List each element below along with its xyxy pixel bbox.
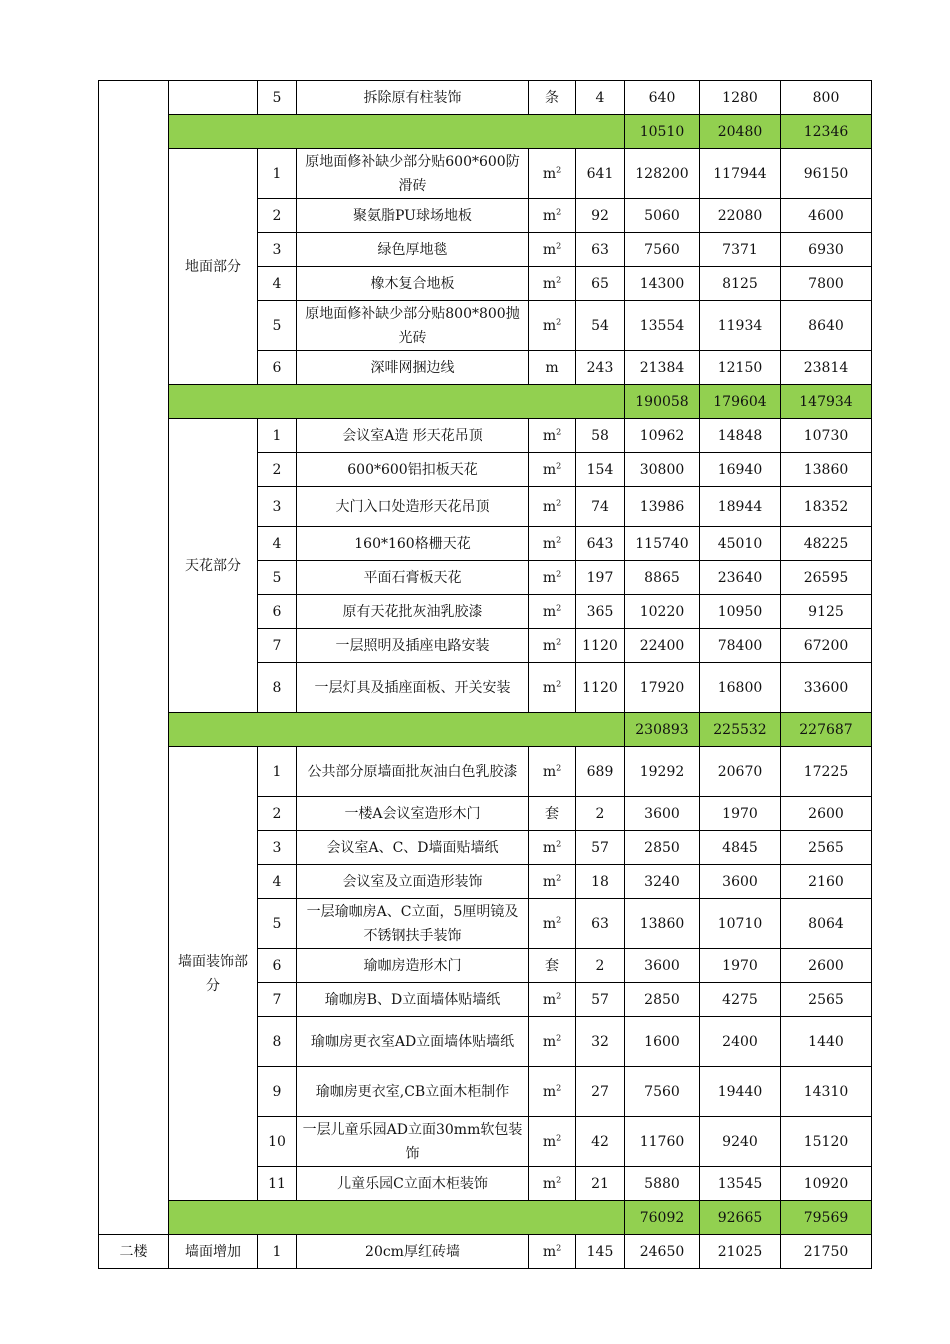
- item-number: 2: [258, 199, 297, 233]
- subtotal-row: [99, 115, 872, 149]
- item-price-1: 7560: [625, 233, 700, 267]
- section-cell: 墙面装饰部分: [169, 747, 258, 1201]
- floor-cell: [99, 81, 169, 1235]
- item-number: 5: [258, 899, 297, 949]
- item-price-2: 10710: [700, 899, 781, 949]
- subtotal-price-3: 227687: [781, 713, 872, 747]
- item-number: 6: [258, 351, 297, 385]
- item-quantity: 145: [576, 1235, 625, 1269]
- item-price-2: 20670: [700, 747, 781, 797]
- item-price-2: 4845: [700, 831, 781, 865]
- item-unit: $m^2$: [529, 899, 576, 949]
- item-number: 7: [258, 983, 297, 1017]
- item-price-3: 48225: [781, 527, 872, 561]
- item-quantity: 689: [576, 747, 625, 797]
- item-price-3: 8640: [781, 301, 872, 351]
- item-quantity: 365: [576, 595, 625, 629]
- item-number: 1: [258, 1235, 297, 1269]
- subtotal-price-2: 92665: [700, 1201, 781, 1235]
- item-unit: $m^2$: [529, 1117, 576, 1167]
- item-unit: $m^2$: [529, 527, 576, 561]
- item-name: 一层瑜咖房A、C立面，5厘明镜及不锈钢扶手装饰: [297, 899, 529, 949]
- item-number: 5: [258, 301, 297, 351]
- item-quantity: 21: [576, 1167, 625, 1201]
- item-name: 橡木复合地板: [297, 267, 529, 301]
- item-price-1: 7560: [625, 1067, 700, 1117]
- item-price-3: 21750: [781, 1235, 872, 1269]
- item-unit: $m^2$: [529, 453, 576, 487]
- subtotal-price-2: 20480: [700, 115, 781, 149]
- item-price-3: 96150: [781, 149, 872, 199]
- item-price-2: 78400: [700, 629, 781, 663]
- item-quantity: 154: [576, 453, 625, 487]
- item-price-2: 2400: [700, 1017, 781, 1067]
- item-price-3: 33600: [781, 663, 872, 713]
- item-price-3: 17225: [781, 747, 872, 797]
- item-price-1: 13860: [625, 899, 700, 949]
- item-price-1: 21384: [625, 351, 700, 385]
- item-number: 1: [258, 149, 297, 199]
- item-unit: $m^2$: [529, 747, 576, 797]
- item-name: 大门入口处造形天花吊顶: [297, 487, 529, 527]
- item-name: 原有天花批灰油乳胶漆: [297, 595, 529, 629]
- table-row: [99, 747, 872, 797]
- item-price-3: 1440: [781, 1017, 872, 1067]
- item-quantity: 65: [576, 267, 625, 301]
- subtotal-price-3: 79569: [781, 1201, 872, 1235]
- item-price-2: 8125: [700, 267, 781, 301]
- section-cell: 地面部分: [169, 149, 258, 385]
- item-price-3: 13860: [781, 453, 872, 487]
- item-price-2: 3600: [700, 865, 781, 899]
- item-price-1: 5880: [625, 1167, 700, 1201]
- item-number: 7: [258, 629, 297, 663]
- item-unit: $m^2$: [529, 1017, 576, 1067]
- item-name: 瑜咖房更衣室AD立面墙体贴墙纸: [297, 1017, 529, 1067]
- item-quantity: 63: [576, 899, 625, 949]
- subtotal-price-2: 225532: [700, 713, 781, 747]
- item-unit: $m^2$: [529, 301, 576, 351]
- item-name: 一层照明及插座电路安装: [297, 629, 529, 663]
- item-number: 4: [258, 527, 297, 561]
- item-name: 瑜咖房造形木门: [297, 949, 529, 983]
- item-number: 4: [258, 865, 297, 899]
- item-price-1: 8865: [625, 561, 700, 595]
- item-price-3: 10920: [781, 1167, 872, 1201]
- item-unit: $m^2$: [529, 831, 576, 865]
- item-name: 公共部分原墙面批灰油白色乳胶漆: [297, 747, 529, 797]
- item-unit: $m^2$: [529, 629, 576, 663]
- item-price-3: 2160: [781, 865, 872, 899]
- item-unit: $m^2$: [529, 487, 576, 527]
- item-unit: $m^2$: [529, 233, 576, 267]
- item-quantity: 63: [576, 233, 625, 267]
- item-price-1: 17920: [625, 663, 700, 713]
- item-price-2: 4275: [700, 983, 781, 1017]
- item-quantity: 4: [576, 81, 625, 115]
- item-price-3: 9125: [781, 595, 872, 629]
- item-price-1: 640: [625, 81, 700, 115]
- item-number: 5: [258, 561, 297, 595]
- item-unit: $m^2$: [529, 1167, 576, 1201]
- section-cell: 天花部分: [169, 419, 258, 713]
- item-number: 4: [258, 267, 297, 301]
- item-price-2: 1280: [700, 81, 781, 115]
- item-quantity: 643: [576, 527, 625, 561]
- item-unit: 条: [529, 81, 576, 115]
- item-name: 平面石膏板天花: [297, 561, 529, 595]
- item-price-2: 1970: [700, 949, 781, 983]
- item-price-2: 7371: [700, 233, 781, 267]
- item-quantity: 2: [576, 797, 625, 831]
- item-price-1: 3600: [625, 949, 700, 983]
- item-price-2: 22080: [700, 199, 781, 233]
- item-price-3: 6930: [781, 233, 872, 267]
- item-unit: $m^2$: [529, 595, 576, 629]
- item-quantity: 18: [576, 865, 625, 899]
- item-number: 3: [258, 487, 297, 527]
- subtotal-row: [99, 385, 872, 419]
- item-quantity: 197: [576, 561, 625, 595]
- item-price-3: 26595: [781, 561, 872, 595]
- item-price-2: 21025: [700, 1235, 781, 1269]
- item-price-3: 4600: [781, 199, 872, 233]
- item-quantity: 74: [576, 487, 625, 527]
- subtotal-price-2: 179604: [700, 385, 781, 419]
- item-quantity: 92: [576, 199, 625, 233]
- item-price-2: 19440: [700, 1067, 781, 1117]
- item-price-1: 3240: [625, 865, 700, 899]
- item-price-2: 10950: [700, 595, 781, 629]
- section-cell: [169, 81, 258, 115]
- item-unit: 套: [529, 797, 576, 831]
- section-cell: 墙面增加: [169, 1235, 258, 1269]
- item-price-3: 2565: [781, 831, 872, 865]
- item-number: 11: [258, 1167, 297, 1201]
- item-price-1: 2850: [625, 983, 700, 1017]
- subtotal-label: [169, 115, 625, 149]
- item-name: 瑜咖房B、D立面墙体贴墙纸: [297, 983, 529, 1017]
- item-price-1: 128200: [625, 149, 700, 199]
- item-name: 一层儿童乐园AD立面30mm软包装饰: [297, 1117, 529, 1167]
- item-price-1: 19292: [625, 747, 700, 797]
- subtotal-label: [169, 1201, 625, 1235]
- item-price-2: 11934: [700, 301, 781, 351]
- item-number: 2: [258, 453, 297, 487]
- item-name: 会议室A造 形天花吊顶: [297, 419, 529, 453]
- item-unit: 套: [529, 949, 576, 983]
- item-unit: $m^2$: [529, 419, 576, 453]
- item-price-1: 5060: [625, 199, 700, 233]
- item-number: 5: [258, 81, 297, 115]
- item-number: 3: [258, 233, 297, 267]
- item-price-2: 16940: [700, 453, 781, 487]
- subtotal-price-3: 147934: [781, 385, 872, 419]
- item-price-1: 11760: [625, 1117, 700, 1167]
- item-quantity: 2: [576, 949, 625, 983]
- item-price-1: 13986: [625, 487, 700, 527]
- item-name: 瑜咖房更衣室,CB立面木柜制作: [297, 1067, 529, 1117]
- item-number: 6: [258, 949, 297, 983]
- item-price-3: 7800: [781, 267, 872, 301]
- item-name: 原地面修补缺少部分贴800*800抛光砖: [297, 301, 529, 351]
- item-name: 拆除原有柱装饰: [297, 81, 529, 115]
- item-price-1: 10220: [625, 595, 700, 629]
- item-price-2: 45010: [700, 527, 781, 561]
- item-price-2: 13545: [700, 1167, 781, 1201]
- item-quantity: 57: [576, 983, 625, 1017]
- floor-cell: 二楼: [99, 1235, 169, 1269]
- item-price-3: 2600: [781, 949, 872, 983]
- item-number: 3: [258, 831, 297, 865]
- item-number: 2: [258, 797, 297, 831]
- item-name: 儿童乐园C立面木柜装饰: [297, 1167, 529, 1201]
- item-unit: m: [529, 351, 576, 385]
- item-price-2: 12150: [700, 351, 781, 385]
- item-price-3: 15120: [781, 1117, 872, 1167]
- item-unit: $m^2$: [529, 149, 576, 199]
- table-row: [99, 1235, 872, 1269]
- item-name: 会议室及立面造形装饰: [297, 865, 529, 899]
- item-price-1: 115740: [625, 527, 700, 561]
- item-name: 20cm厚红砖墙: [297, 1235, 529, 1269]
- subtotal-row: [99, 1201, 872, 1235]
- item-price-1: 10962: [625, 419, 700, 453]
- item-quantity: 57: [576, 831, 625, 865]
- item-price-2: 18944: [700, 487, 781, 527]
- item-unit: $m^2$: [529, 663, 576, 713]
- item-quantity: 32: [576, 1017, 625, 1067]
- item-price-3: 800: [781, 81, 872, 115]
- quotation-table: [98, 80, 872, 1269]
- table-row: [99, 149, 872, 199]
- item-unit: $m^2$: [529, 199, 576, 233]
- item-unit: $m^2$: [529, 983, 576, 1017]
- item-price-1: 22400: [625, 629, 700, 663]
- item-price-2: 9240: [700, 1117, 781, 1167]
- item-quantity: 54: [576, 301, 625, 351]
- item-price-1: 2850: [625, 831, 700, 865]
- item-number: 1: [258, 747, 297, 797]
- item-price-3: 8064: [781, 899, 872, 949]
- subtotal-label: [169, 713, 625, 747]
- item-quantity: 243: [576, 351, 625, 385]
- item-price-2: 14848: [700, 419, 781, 453]
- item-name: 聚氨脂PU球场地板: [297, 199, 529, 233]
- item-number: 1: [258, 419, 297, 453]
- item-number: 6: [258, 595, 297, 629]
- item-quantity: 27: [576, 1067, 625, 1117]
- item-price-3: 67200: [781, 629, 872, 663]
- subtotal-price-1: 76092: [625, 1201, 700, 1235]
- item-unit: $m^2$: [529, 1235, 576, 1269]
- table-row: [99, 81, 872, 115]
- subtotal-price-3: 12346: [781, 115, 872, 149]
- subtotal-price-1: 190058: [625, 385, 700, 419]
- item-quantity: 1120: [576, 629, 625, 663]
- item-number: 9: [258, 1067, 297, 1117]
- item-price-2: 23640: [700, 561, 781, 595]
- item-price-2: 16800: [700, 663, 781, 713]
- item-quantity: 641: [576, 149, 625, 199]
- item-name: 600*600铝扣板天花: [297, 453, 529, 487]
- item-quantity: 1120: [576, 663, 625, 713]
- item-price-1: 13554: [625, 301, 700, 351]
- item-price-3: 14310: [781, 1067, 872, 1117]
- item-price-2: 117944: [700, 149, 781, 199]
- subtotal-price-1: 230893: [625, 713, 700, 747]
- item-price-1: 3600: [625, 797, 700, 831]
- item-number: 8: [258, 1017, 297, 1067]
- item-name: 会议室A、C、D墙面贴墙纸: [297, 831, 529, 865]
- item-name: 绿色厚地毯: [297, 233, 529, 267]
- item-unit: $m^2$: [529, 865, 576, 899]
- item-price-1: 14300: [625, 267, 700, 301]
- item-price-3: 18352: [781, 487, 872, 527]
- item-name: 深啡网捆边线: [297, 351, 529, 385]
- item-name: 原地面修补缺少部分贴600*600防滑砖: [297, 149, 529, 199]
- item-unit: $m^2$: [529, 267, 576, 301]
- item-price-3: 2600: [781, 797, 872, 831]
- item-name: 一楼A会议室造形木门: [297, 797, 529, 831]
- item-price-1: 24650: [625, 1235, 700, 1269]
- item-quantity: 58: [576, 419, 625, 453]
- item-quantity: 42: [576, 1117, 625, 1167]
- item-name: 一层灯具及插座面板、开关安装: [297, 663, 529, 713]
- subtotal-price-1: 10510: [625, 115, 700, 149]
- item-price-1: 1600: [625, 1017, 700, 1067]
- item-price-2: 1970: [700, 797, 781, 831]
- item-price-3: 23814: [781, 351, 872, 385]
- subtotal-row: [99, 713, 872, 747]
- item-unit: $m^2$: [529, 561, 576, 595]
- item-unit: $m^2$: [529, 1067, 576, 1117]
- item-number: 10: [258, 1117, 297, 1167]
- item-name: 160*160格栅天花: [297, 527, 529, 561]
- item-price-3: 10730: [781, 419, 872, 453]
- item-price-1: 30800: [625, 453, 700, 487]
- item-price-3: 2565: [781, 983, 872, 1017]
- subtotal-label: [169, 385, 625, 419]
- table-row: [99, 419, 872, 453]
- item-number: 8: [258, 663, 297, 713]
